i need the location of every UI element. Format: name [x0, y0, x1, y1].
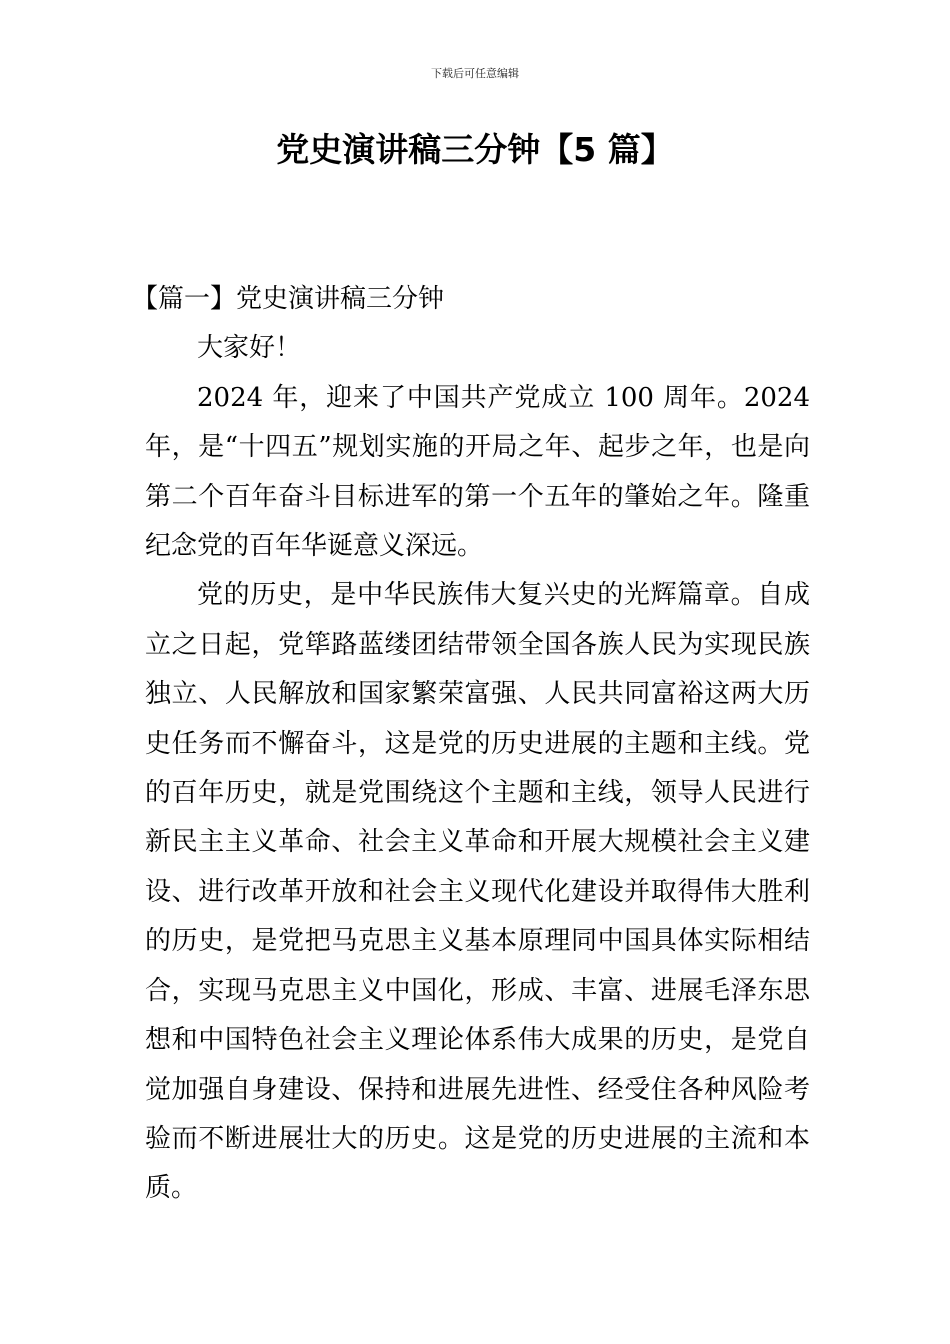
greeting-paragraph: 大家好！	[197, 333, 302, 364]
body-paragraph: 2024 年，迎来了中国共产党成立 100 周年。2024 年，是“十四五”规划实施的开局之年、起步之年，也是向第二个百年奋斗目标进军的第一个五年的肇始之年。隆重纪念党的百年华诞意义深远。	[145, 382, 810, 562]
section-heading: 【篇一】党史演讲稿三分钟	[132, 284, 445, 314]
document-title: 党史演讲稿三分钟【5 篇】	[276, 130, 674, 169]
body-paragraph: 党的历史，是中华民族伟大复兴史的光辉篇章。自成立之日起，党筚路蓝缕团结带领全国各族人民为实现民族独立、人民解放和国家繁荣富强、人民共同富裕这两大历史任务而不懈奋斗，这是党的历史进展的主题和主线。党的百年历史，就是党围绕这个主题和主线，领导人民进行新民主主义革命、社会主义革命和开展大规模社会主义建设、进行改革开放和社会主义现代化建设并取得伟大胜利的历史，是党把马克思主义基本原理同中国具体实际相结合，实现马克思主义中国化，形成、丰富、进展毛泽东思想和中国特色社会主义理论体系伟大成果的历史，是党自觉加强自身建设、保持和进展先进性、经受住各种风险考验而不断进展壮大的历史。这是党的历史进展的主流和本质。	[145, 580, 810, 1204]
header-note: 下载后可任意编辑	[431, 67, 519, 80]
document-body	[132, 275, 810, 1214]
